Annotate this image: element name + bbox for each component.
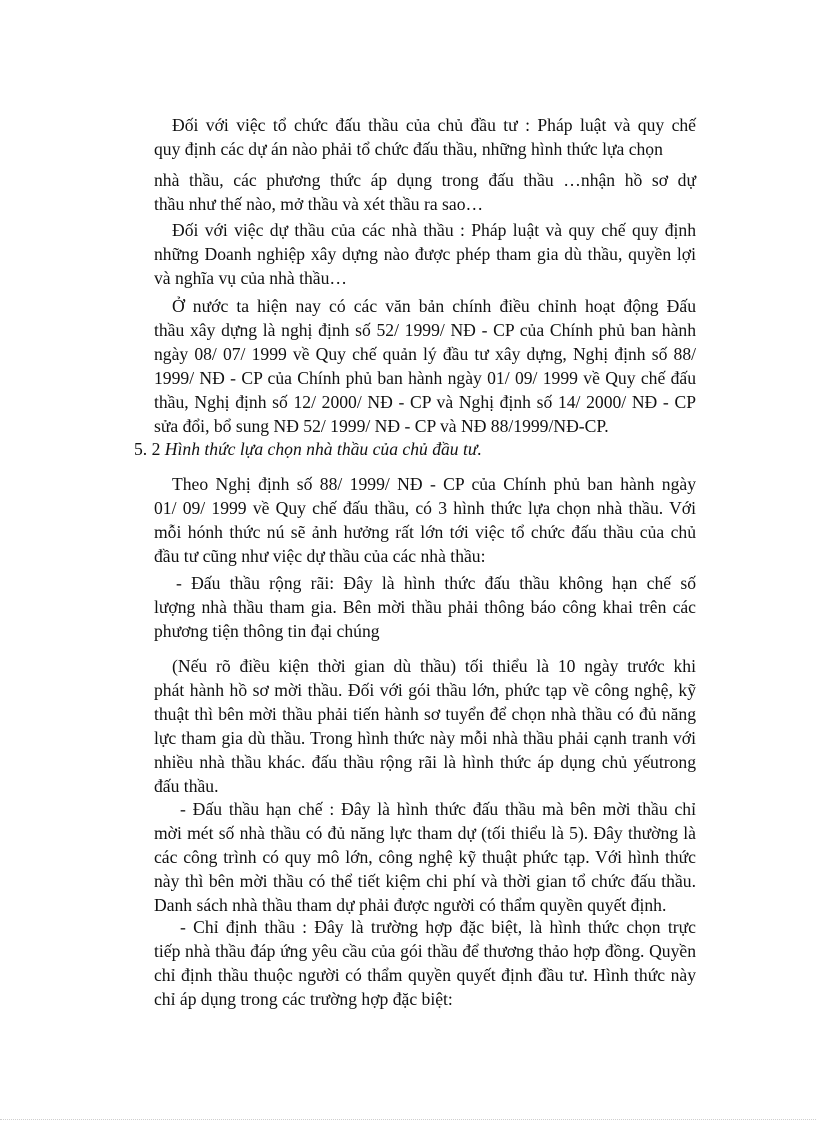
text-line: quy định các dự án nào phải tổ chức đấu thầu, những hình thức lựa chọn [154, 139, 663, 159]
text-line: chỉ định thầu thuộc người có thẩm quyền quyết định đầu tư. Hình thức này [154, 965, 696, 985]
text-line: phát hành hồ sơ mời thầu. Đối với gói thầu lớn, phức tạp về công nghệ, kỹ [154, 680, 696, 700]
text-line: và nghĩa vụ của nhà thầu… [154, 268, 347, 288]
text-line: thuật thì bên mời thầu phải tiến hành sơ tuyển để chọn nhà thầu có đủ năng [154, 704, 696, 724]
text-line: tiếp nhà thầu đáp ứng yêu cầu của gói thầu để thương thảo hợp đồng. Quyền [154, 941, 696, 961]
text-line: phương tiện thông tin đại chúng [154, 621, 380, 641]
text-line: đấu thầu. [154, 776, 219, 796]
section-title: Hình thức lựa chọn nhà thầu của chủ đầu tư. [164, 439, 482, 459]
text-line: Đối với việc tổ chức đấu thầu của chủ đầu tư : Pháp luật và quy chế [172, 115, 696, 135]
text-line: này thì bên mời thầu có thể tiết kiệm chi phí và thời gian tổ chức đấu thầu. [154, 871, 696, 891]
text-line: đầu tư cũng như việc dự thầu của các nhà thầu: [154, 546, 486, 566]
paragraph-legal-documents [154, 294, 696, 438]
text-line: thầu, Nghị định số 12/ 2000/ NĐ - CP và Nghị định số 14/ 2000/ NĐ - CP [154, 392, 696, 412]
paragraph-decree-88 [154, 472, 696, 568]
text-line: - Đấu thầu rộng rãi: Đây là hình thức đấu thầu không hạn chế số [176, 573, 696, 593]
text-line: - Đấu thầu hạn chế : Đây là hình thức đấu thầu mà bên mời thầu chỉ [180, 799, 696, 819]
text-line: - Chỉ định thầu : Đây là trường hợp đặc biệt, là hình thức chọn trực [180, 917, 696, 937]
text-line: những Doanh nghiệp xây dựng nào được phép tham gia dù thầu, quyền lợi [154, 244, 696, 264]
section-heading [134, 437, 482, 461]
text-line: Theo Nghị định số 88/ 1999/ NĐ - CP của Chính phủ ban hành ngày [172, 474, 696, 494]
text-line: Ở nước ta hiện nay có các văn bản chính điều chỉnh hoạt động Đấu [172, 296, 696, 316]
text-line: ngày 08/ 07/ 1999 về Quy chế quản lý đầu tư xây dựng, Nghị định số 88/ [154, 344, 696, 364]
text-line: nhiều nhà thầu khác. đấu thầu rộng rãi là hình thức áp dụng chủ yếutrong [154, 752, 696, 772]
text-line: 01/ 09/ 1999 về Quy chế đấu thầu, có 3 hình thức lựa chọn nhà thầu. Với [154, 498, 696, 518]
text-line: thầu xây dựng là nghị định số 52/ 1999/ NĐ - CP của Chính phủ ban hành [154, 320, 696, 340]
text-line: lượng nhà thầu tham gia. Bên mời thầu phải thông báo công khai trên các [154, 597, 696, 617]
text-line: chỉ áp dụng trong các trường hợp đặc biệt: [154, 989, 453, 1009]
text-line: nhà thầu, các phương thức áp dụng trong đấu thầu …nhận hồ sơ dự [154, 170, 696, 190]
text-line: mỗi hónh thức nú sẽ ảnh hưởng rất lớn tới việc tổ chức đấu thầu của chủ [154, 522, 696, 542]
text-line: các công trình có quy mô lớn, công nghệ kỹ thuật phức tạp. Với hình thức [154, 847, 696, 867]
text-line: mời mét số nhà thầu có đủ năng lực tham dự (tối thiểu là 5). Đây thường là [154, 823, 696, 843]
text-line: Đối với việc dự thầu của các nhà thầu : Pháp luật và quy chế quy định [172, 220, 696, 240]
paragraph-open-tender [154, 571, 696, 643]
section-number: 5. 2 [134, 439, 161, 459]
paragraph-open-tender-details [154, 654, 696, 798]
paragraph-designated-contractor [154, 915, 696, 1011]
paragraph-tender-organization [154, 113, 696, 161]
paragraph-tender-methods [154, 168, 696, 216]
text-line: thầu như thế nào, mở thầu và xét thầu ra sao… [154, 194, 484, 214]
paragraph-restricted-tender [154, 797, 696, 917]
text-line: 1999/ NĐ - CP của Chính phủ ban hành ngày 01/ 09/ 1999 về Quy chế đấu [154, 368, 696, 388]
text-line: sửa đổi, bổ sung NĐ 52/ 1999/ NĐ - CP và NĐ 88/1999/NĐ-CP. [154, 416, 609, 436]
paragraph-contractor-bidding [154, 218, 696, 290]
text-line: lực tham gia dù thầu. Trong hình thức này mỗi nhà thầu phải cạnh tranh với [154, 728, 696, 748]
text-line: (Nếu rõ điều kiện thời gian dù thầu) tối thiểu là 10 ngày trước khi [172, 656, 696, 676]
text-line: Danh sách nhà thầu tham dự phải được người có thẩm quyền quyết định. [154, 895, 667, 915]
page-bottom-rule [0, 1119, 816, 1120]
